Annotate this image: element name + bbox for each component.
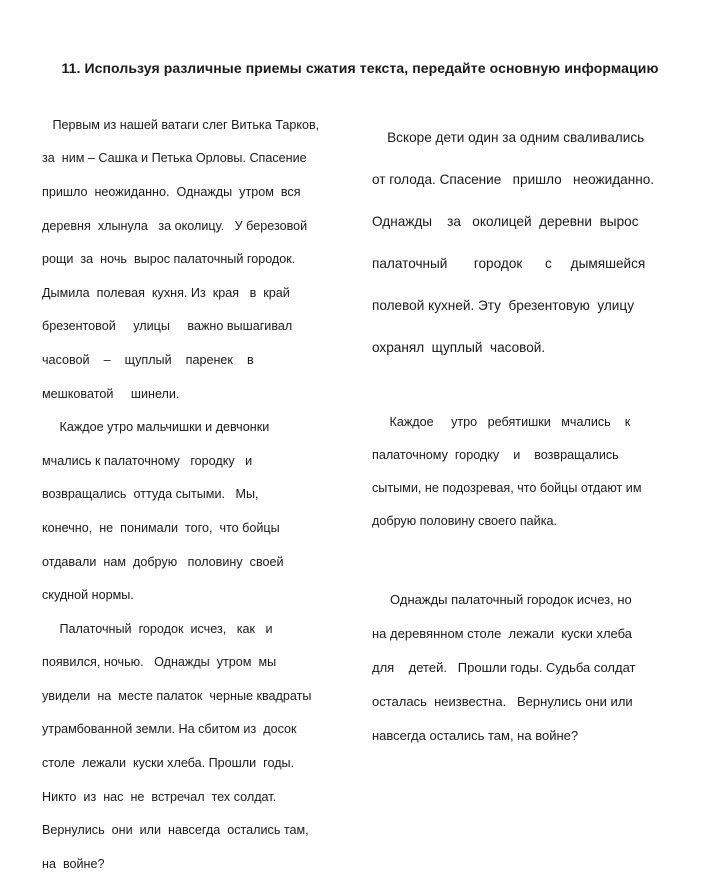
text-line: палаточному городку и возвращались	[372, 447, 619, 462]
compressed-paragraph-3	[372, 574, 702, 761]
text-line: на деревянном столе лежали куски хлеба	[372, 625, 632, 641]
text-line: Первым из нашей ватаги слег Витька Тарков,	[42, 117, 320, 132]
text-line: Каждое утро ребятишки мчались к	[372, 414, 631, 429]
text-line: Вернулись они или навсегда остались там,	[42, 823, 309, 838]
text-line: полевой кухней. Эту брезентовую улицу	[372, 298, 634, 313]
text-line: появился, ночью. Однажды утром мы	[42, 655, 277, 670]
text-line: скудной нормы.	[42, 588, 134, 603]
compressed-paragraph-2	[372, 397, 702, 546]
text-line: охранял щуплый часовой.	[372, 340, 546, 355]
text-line: Однажды за околицей деревни вырос	[372, 214, 639, 229]
text-line: конечно, не понимали того, что бойцы	[42, 520, 280, 535]
text-line: на войне?	[42, 856, 105, 871]
text-line: палаточный городок с дымяшейся	[372, 256, 646, 271]
text-line: возвращались оттуда сытыми. Мы,	[42, 487, 259, 502]
text-line: увидели на месте палаток черные квадраты	[42, 688, 312, 703]
text-line: за ним – Сашка и Петька Орловы. Спасение	[42, 151, 307, 166]
text-line: Каждое утро мальчишки и девчонки	[42, 420, 270, 435]
compressed-paragraph-1	[372, 106, 702, 379]
text-line: Дымила полевая кухня. Из края в край	[42, 285, 290, 300]
original-text-column	[42, 100, 354, 889]
text-line: брезентовой улицы важно вышагивал	[42, 319, 293, 334]
text-line: мешковатой шинели.	[42, 386, 180, 401]
text-line: рощи за ночь вырос палаточный городок.	[42, 252, 296, 267]
task-heading: 11. Используя различные приемы сжатия текста, передайте основную информацию	[61, 60, 659, 76]
text-line: от голода. Спасение пришло неожиданно.	[372, 172, 655, 187]
text-line: отдавали нам добрую половину своей	[42, 554, 284, 569]
text-line: мчались к палаточному городку и	[42, 453, 253, 468]
original-text	[42, 100, 354, 889]
text-line: утрамбованной земли. На сбитом из досок	[42, 722, 297, 737]
text-line: деревня хлынула за околицу. У березовой	[42, 218, 308, 233]
text-line: Вскоре дети один за одним сваливались	[372, 130, 645, 145]
text-line: столе лежали куски хлеба. Прошли годы.	[42, 756, 295, 771]
text-line: Никто из нас не встречал тех солдат.	[42, 789, 277, 804]
text-line: для детей. Прошли годы. Судьба солдат	[372, 659, 636, 675]
text-line: навсегда остались там, на войне?	[372, 727, 579, 743]
text-line: Однажды палаточный городок исчез, но	[372, 591, 632, 607]
text-line: часовой – щуплый паренек в	[42, 352, 254, 367]
compressed-text-column	[372, 106, 702, 761]
text-line: сытыми, не подозревая, что бойцы отдают им	[372, 480, 642, 495]
text-line: добрую половину своего пайка.	[372, 513, 558, 528]
text-line: Палаточный городок исчез, как и	[42, 621, 273, 636]
text-line: пришло неожиданно. Однажды утром вся	[42, 184, 301, 199]
text-line: осталась неизвестна. Вернулись они или	[372, 693, 633, 709]
